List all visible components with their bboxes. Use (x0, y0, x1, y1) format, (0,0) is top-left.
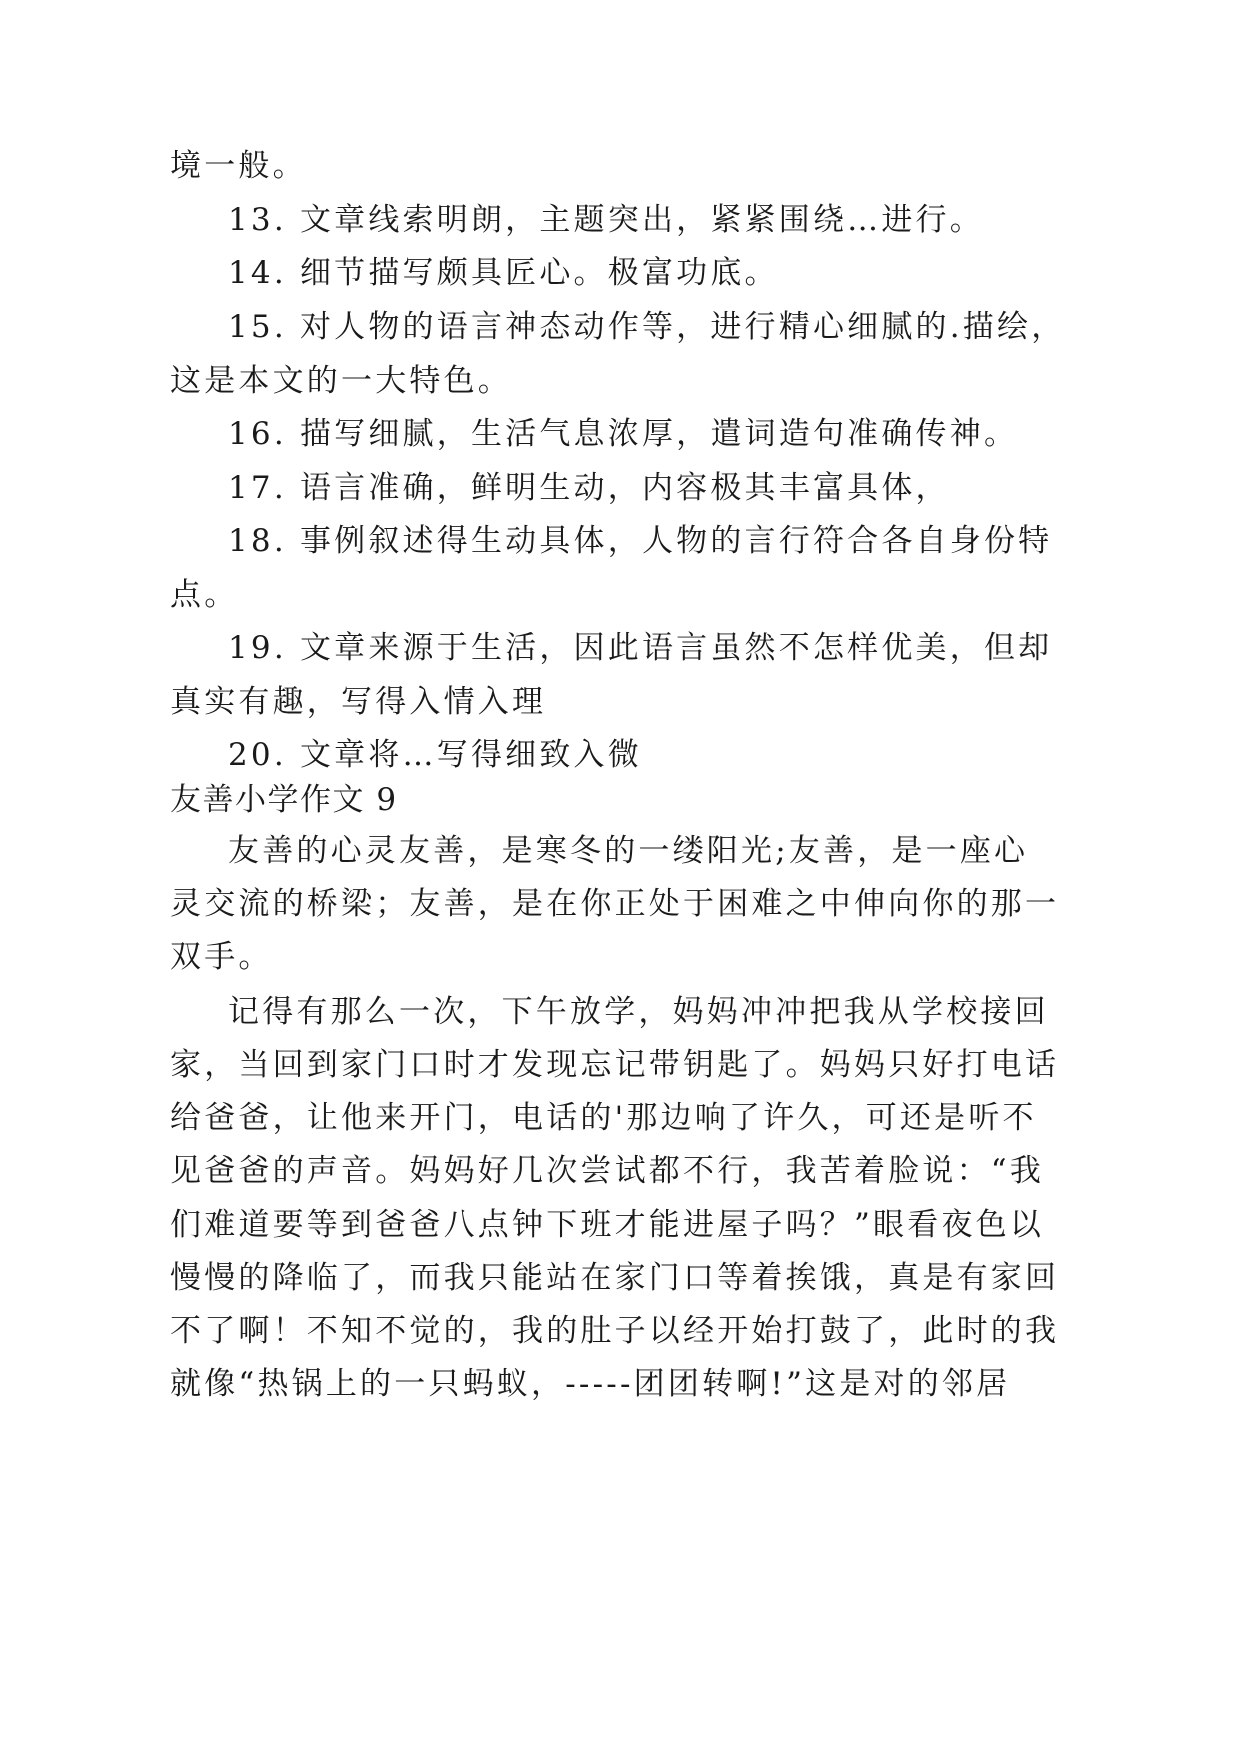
paragraph-line: 就像“热锅上的一只蚂蚁，-----团团转啊!”这是对的邻居 (170, 1366, 1011, 1402)
paragraph-line: 们难道要等到爸爸八点钟下班才能进屋子吗？”眼看夜色以 (170, 1207, 1045, 1243)
text-line: 境一般。 (170, 148, 307, 184)
text-line: 真实有趣，写得入情入理 (170, 684, 547, 720)
paragraph-line: 双手。 (170, 939, 273, 975)
paragraph-line: 给爸爸，让他来开门，电话的'那边响了许久，可还是听不 (170, 1100, 1037, 1136)
list-item-17: 17. 语言准确，鲜明生动，内容极其丰富具体， (228, 470, 950, 506)
list-item-16: 16. 描写细腻，生活气息浓厚，遣词造句准确传神。 (228, 416, 1019, 452)
paragraph-line: 见爸爸的声音。妈妈好几次尝试都不行，我苦着脸说：“我 (170, 1153, 1045, 1189)
list-item-18: 18. 事例叙述得生动具体，人物的言行符合各自身份特 (228, 523, 1053, 559)
list-item-13: 13. 文章线索明朗，主题突出，紧紧围绕…进行。 (228, 202, 984, 238)
text-line: 这是本文的一大特色。 (170, 363, 512, 399)
list-item-20: 20. 文章将…写得细致入微 (228, 737, 642, 773)
paragraph-line: 记得有那么一次，下午放学，妈妈冲冲把我从学校接回 (228, 994, 1049, 1030)
paragraph-line: 不了啊！不知不觉的，我的肚子以经开始打鼓了，此时的我 (170, 1313, 1060, 1349)
paragraph-line: 家，当回到家门口时才发现忘记带钥匙了。妈妈只好打电话 (170, 1047, 1060, 1083)
paragraph-line: 慢慢的降临了，而我只能站在家门口等着挨饿，真是有家回 (170, 1260, 1060, 1296)
list-item-14: 14. 细节描写颇具匠心。极富功底。 (228, 255, 779, 291)
section-heading: 友善小学作文 9 (170, 782, 398, 818)
paragraph-line: 友善的心灵友善，是寒冬的一缕阳光;友善，是一座心 (228, 833, 1029, 869)
paragraph-line: 灵交流的桥梁；友善，是在你正处于困难之中伸向你的那一 (170, 886, 1060, 922)
text-line: 点。 (170, 577, 239, 613)
list-item-19: 19. 文章来源于生活，因此语言虽然不怎样优美，但却 (228, 630, 1053, 666)
list-item-15: 15. 对人物的语言神态动作等，进行精心细腻的.描绘， (228, 309, 1066, 345)
